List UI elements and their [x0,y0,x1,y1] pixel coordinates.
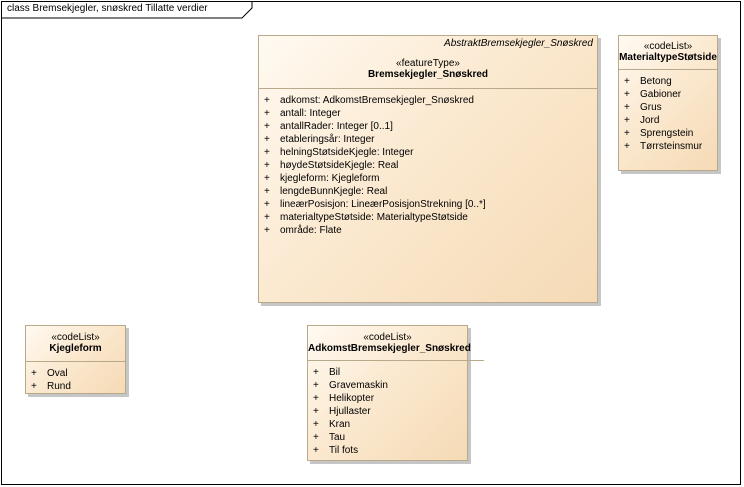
attribute-row[interactable] [259,120,597,133]
attribute-row[interactable] [26,367,125,380]
visibility-marker: + [313,367,319,378]
attribute-text: kjegleform: Kjegleform [280,173,380,184]
attribute-text: lengdeBunnKjegle: Real [280,186,388,197]
visibility-marker: + [624,89,630,100]
literal-list [619,70,717,153]
class-header [619,36,717,70]
visibility-marker: + [624,115,630,126]
attribute-row[interactable] [26,380,125,393]
attribute-text: Hjullaster [329,406,371,417]
attribute-row[interactable] [308,392,467,405]
visibility-marker: + [313,432,319,443]
attribute-row[interactable] [619,127,717,140]
attribute-text: Gabioner [640,89,682,100]
attribute-text: etableringsår: Integer [280,134,375,145]
class-adkomst-bremsekjegler-snoskred[interactable] [307,325,471,461]
attribute-text: høydeStøtsideKjegle: Real [280,160,399,171]
class-header [259,36,597,89]
attribute-row[interactable] [308,444,467,457]
visibility-marker: + [31,381,37,392]
visibility-marker: + [264,134,270,145]
attribute-text: Kran [329,419,351,430]
literal-list [26,362,125,393]
visibility-marker: + [313,380,319,391]
class-name: Kjegleform [49,343,102,354]
attribute-text: Gravemaskin [329,380,388,391]
attribute-row[interactable] [308,366,467,379]
attribute-row[interactable] [259,211,597,224]
class-bremsekjegler-snoskred[interactable] [258,35,598,303]
attribute-text: Til fots [329,445,359,456]
attribute-text: Sprengstein [640,128,694,139]
attribute-text: Rund [47,381,71,392]
visibility-marker: + [313,406,319,417]
visibility-marker: + [264,212,270,223]
attribute-row[interactable] [259,133,597,146]
attribute-text: Helikopter [329,393,375,404]
class-header [26,326,125,362]
stereotype-label: «codeList» [51,332,100,343]
abstract-parent-label: AbstraktBremsekjegler_Snøskred [444,38,593,49]
visibility-marker: + [264,173,270,184]
visibility-marker: + [264,121,270,132]
visibility-marker: + [313,393,319,404]
attribute-list [259,89,597,237]
class-name: Bremsekjegler_Snøskred [367,69,489,80]
attribute-row[interactable] [308,379,467,392]
stereotype-label: «codeList» [363,332,412,343]
visibility-marker: + [31,368,37,379]
class-name: AdkomstBremsekjegler_Snøskred [308,343,471,354]
attribute-row[interactable] [259,159,597,172]
header-divider [308,360,484,361]
attribute-row[interactable] [259,172,597,185]
attribute-row[interactable] [259,224,597,237]
visibility-marker: + [624,76,630,87]
attribute-text: antallRader: Integer [0..1] [280,121,393,132]
attribute-text: adkomst: AdkomstBremsekjegler_Snøskred [280,95,474,106]
attribute-text: Tørrsteinsmur [640,141,703,152]
visibility-marker: + [264,225,270,236]
attribute-row[interactable] [619,140,717,153]
visibility-marker: + [264,186,270,197]
visibility-marker: + [264,147,270,158]
attribute-text: antall: Integer [280,108,341,119]
frame-title: class Bremsekjegler, snøskred Tillatte verdier [7,3,208,14]
attribute-row[interactable] [619,114,717,127]
visibility-marker: + [313,419,319,430]
attribute-text: helningStøtsideKjegle: Integer [280,147,414,158]
attribute-text: materialtypeStøtside: MaterialtypeStøtside [280,212,468,223]
literal-list [308,361,467,457]
attribute-text: Bil [329,367,341,378]
visibility-marker: + [624,128,630,139]
attribute-row[interactable] [619,101,717,114]
visibility-marker: + [264,108,270,119]
stereotype-label: «featureType» [396,58,460,69]
visibility-marker: + [264,160,270,171]
attribute-row[interactable] [308,405,467,418]
attribute-text: Betong [640,76,672,87]
attribute-row[interactable] [619,75,717,88]
visibility-marker: + [264,199,270,210]
attribute-row[interactable] [259,198,597,211]
attribute-row[interactable] [619,88,717,101]
visibility-marker: + [624,102,630,113]
attribute-row[interactable] [259,107,597,120]
attribute-text: Oval [47,368,68,379]
class-materialtype-stotside[interactable] [618,35,718,171]
stereotype-label: «codeList» [643,41,693,52]
class-header [308,326,471,361]
attribute-text: Grus [640,102,662,113]
attribute-text: lineærPosisjon: LineærPosisjonStrekning [0..*] [280,199,486,210]
class-name: MaterialtypeStøtside [619,52,717,63]
attribute-row[interactable] [259,146,597,159]
attribute-row[interactable] [259,94,597,107]
attribute-text: Jord [640,115,660,126]
attribute-text: område: Flate [280,225,342,236]
visibility-marker: + [264,95,270,106]
class-kjegleform[interactable] [25,325,126,394]
attribute-row[interactable] [308,418,467,431]
attribute-row[interactable] [259,185,597,198]
attribute-row[interactable] [308,431,467,444]
visibility-marker: + [624,141,630,152]
attribute-text: Tau [329,432,346,443]
visibility-marker: + [313,445,319,456]
